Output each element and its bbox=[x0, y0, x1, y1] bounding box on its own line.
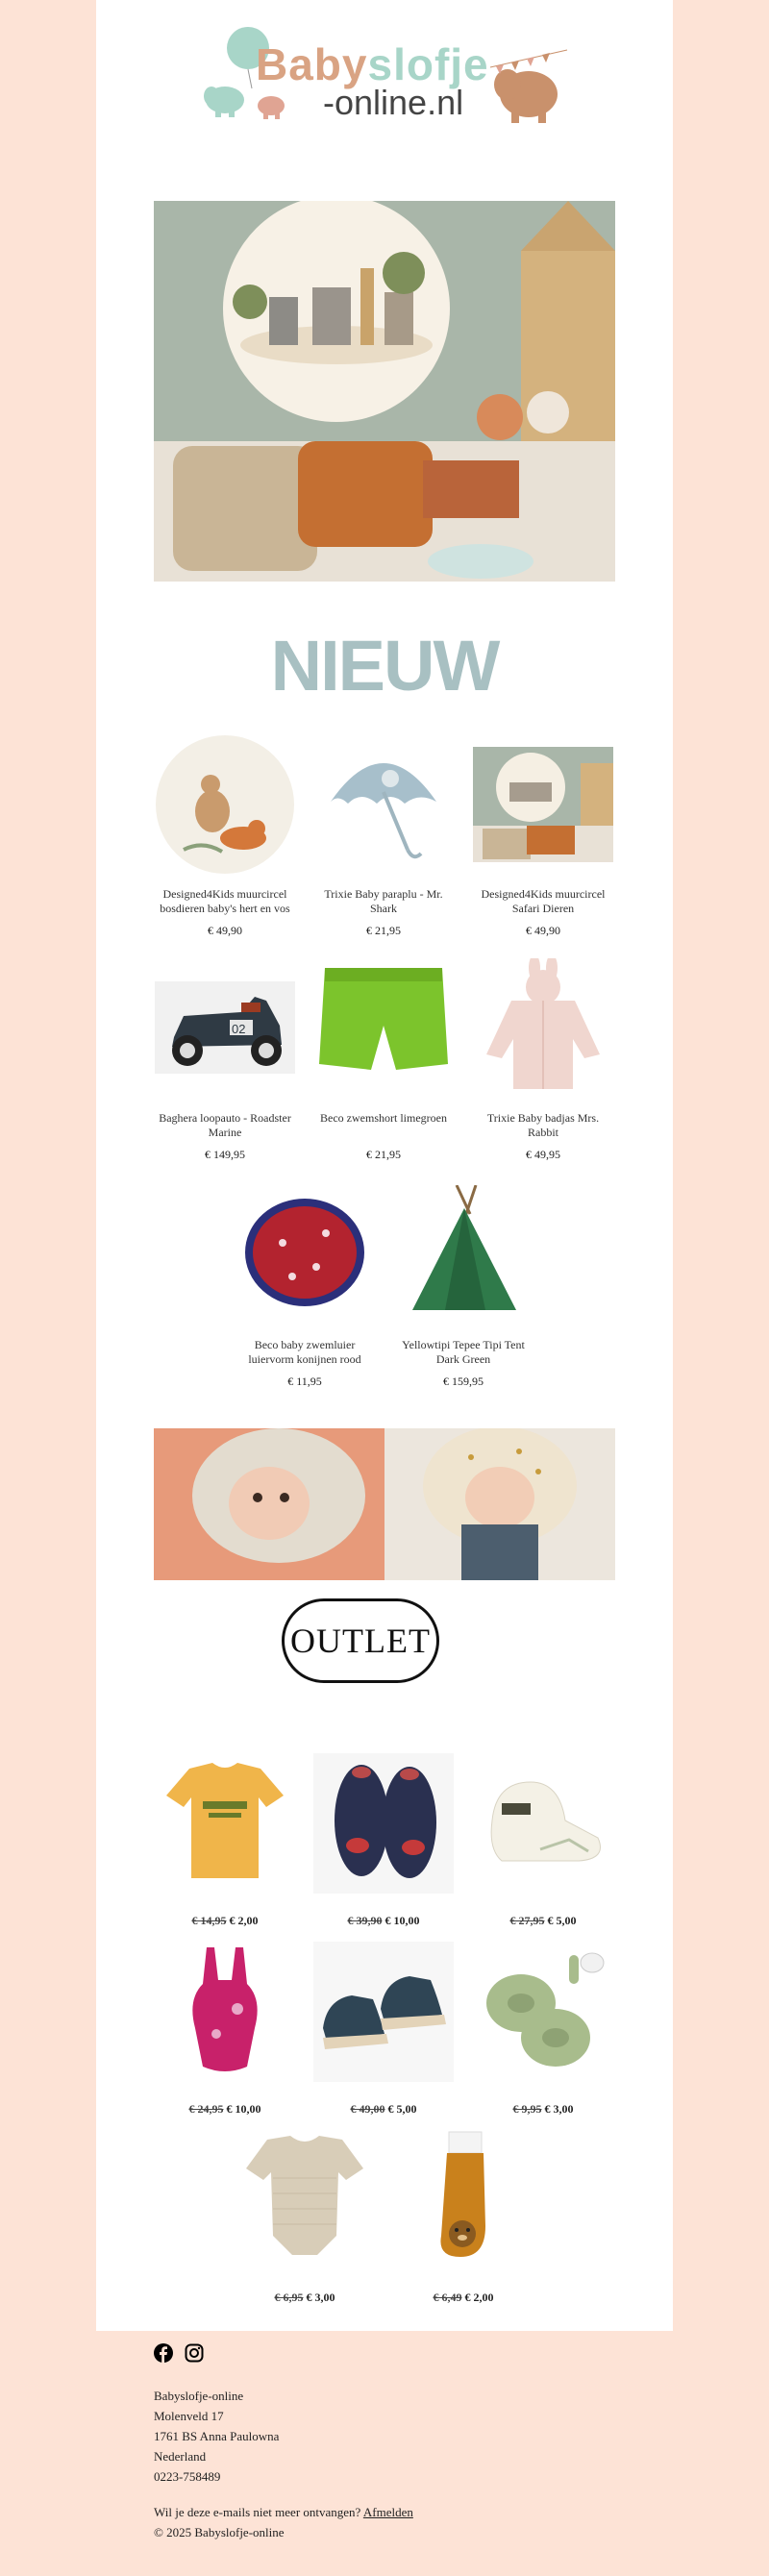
swim-shorts-icon bbox=[313, 961, 454, 1096]
swim-diaper-icon bbox=[235, 1188, 375, 1323]
outlet-price bbox=[391, 2291, 535, 2305]
outlet-product-card[interactable] bbox=[471, 1756, 615, 1928]
product-price: € 21,95 bbox=[366, 924, 401, 937]
new-price: € 5,00 bbox=[387, 2102, 417, 2116]
footer bbox=[154, 2343, 615, 2542]
old-price: € 14,95 bbox=[191, 1914, 227, 1927]
baby-hooded-towel-banner[interactable] bbox=[154, 1428, 615, 1580]
address-street: Molenveld 17 bbox=[154, 2409, 224, 2423]
svg-text:02: 02 bbox=[232, 1022, 246, 1036]
umbrella-icon bbox=[313, 737, 454, 872]
product-name[interactable]: Designed4Kids muurcircel bosdieren baby's hert en vos bbox=[160, 887, 290, 915]
product-price: € 21,95 bbox=[366, 1148, 401, 1161]
outlet-price bbox=[311, 2102, 456, 2117]
outlet-product-card[interactable] bbox=[311, 1944, 456, 2117]
copyright: © 2025 Babyslofje-online bbox=[154, 2525, 285, 2539]
product-card[interactable] bbox=[471, 961, 615, 1162]
beige-romper-icon bbox=[235, 2133, 375, 2267]
new-price: € 3,00 bbox=[544, 2102, 574, 2116]
hero-illustration-icon bbox=[154, 201, 615, 582]
old-price: € 27,95 bbox=[509, 1914, 545, 1927]
product-price: € 49,90 bbox=[526, 924, 560, 937]
outlet-price bbox=[311, 1914, 456, 1928]
new-price: € 10,00 bbox=[384, 1914, 420, 1927]
outlet-product-card[interactable] bbox=[391, 2133, 535, 2305]
company-phone: 0223-758489 bbox=[154, 2469, 221, 2484]
unsubscribe-text: Wil je deze e-mails niet meer ontvangen? bbox=[154, 2505, 361, 2519]
product-card[interactable] bbox=[471, 737, 615, 938]
bathrobe-icon bbox=[473, 961, 613, 1096]
outlet-product-card[interactable] bbox=[233, 2133, 377, 2305]
logo-word-slofje: slofje bbox=[367, 39, 489, 89]
product-name[interactable]: Baghera loopauto - Roadster Marine bbox=[159, 1111, 291, 1139]
social-links bbox=[154, 2343, 615, 2368]
pink-swimsuit-icon bbox=[155, 1944, 295, 2079]
brand-logo[interactable] bbox=[202, 21, 577, 127]
product-card[interactable] bbox=[311, 737, 456, 938]
bear-socks-icon bbox=[393, 2133, 533, 2267]
logo-word-baby: Baby bbox=[256, 39, 368, 89]
facebook-icon[interactable] bbox=[154, 2343, 173, 2368]
yellow-tshirt-icon bbox=[155, 1756, 295, 1891]
deer-fox-wall-circle-icon bbox=[155, 737, 295, 872]
address-country: Nederland bbox=[154, 2449, 207, 2464]
banner-illustration-icon bbox=[154, 1428, 615, 1580]
product-card[interactable] bbox=[311, 961, 456, 1162]
old-price: € 24,95 bbox=[188, 2102, 224, 2116]
logo-wordmark-bottom: -online.nl bbox=[323, 83, 464, 122]
product-card[interactable] bbox=[153, 961, 297, 1162]
green-pacifiers-icon bbox=[473, 1944, 613, 2079]
unsubscribe-link[interactable]: Afmelden bbox=[362, 2505, 413, 2519]
product-card[interactable] bbox=[153, 737, 297, 938]
outlet-price bbox=[233, 2291, 377, 2305]
address-city: 1761 BS Anna Paulowna bbox=[154, 2429, 280, 2443]
old-price: € 6,49 bbox=[433, 2291, 462, 2304]
product-price: € 49,90 bbox=[208, 924, 242, 937]
product-name[interactable]: Yellowtipi Tepee Tipi Tent Dark Green bbox=[402, 1338, 525, 1366]
new-price: € 10,00 bbox=[226, 2102, 261, 2116]
old-price: € 49,00 bbox=[350, 2102, 385, 2116]
instagram-icon[interactable] bbox=[185, 2343, 204, 2368]
new-price: € 2,00 bbox=[464, 2291, 494, 2304]
product-name[interactable]: Beco baby zwemluier luiervorm konijnen rood bbox=[248, 1338, 361, 1366]
white-booties-icon bbox=[473, 1756, 613, 1891]
tipi-tent-icon bbox=[393, 1188, 533, 1323]
outlet-price bbox=[153, 2102, 297, 2117]
toy-car-icon bbox=[155, 961, 295, 1096]
new-section-title: NIEUW bbox=[270, 626, 499, 706]
product-price: € 11,95 bbox=[287, 1375, 322, 1388]
product-card[interactable] bbox=[233, 1188, 377, 1389]
unsubscribe-line bbox=[154, 2502, 615, 2522]
outlet-price bbox=[471, 2102, 615, 2117]
outlet-product-card[interactable] bbox=[153, 1944, 297, 2117]
safari-room-icon bbox=[473, 737, 613, 872]
navy-slippers-icon bbox=[313, 1756, 454, 1891]
old-price: € 9,95 bbox=[512, 2102, 542, 2116]
outlet-price bbox=[153, 1914, 297, 1928]
product-name[interactable]: Trixie Baby paraplu - Mr. Shark bbox=[324, 887, 443, 915]
product-card[interactable] bbox=[391, 1188, 535, 1389]
old-price: € 6,95 bbox=[274, 2291, 304, 2304]
new-price: € 3,00 bbox=[306, 2291, 335, 2304]
outlet-price bbox=[471, 1914, 615, 1928]
company-name: Babyslofje-online bbox=[154, 2389, 244, 2403]
baby-sneakers-icon bbox=[313, 1944, 454, 2079]
product-price: € 49,95 bbox=[526, 1148, 560, 1161]
new-price: € 5,00 bbox=[547, 1914, 577, 1927]
outlet-product-card[interactable] bbox=[153, 1756, 297, 1928]
outlet-product-card[interactable] bbox=[311, 1756, 456, 1928]
product-name[interactable]: Beco zwemshort limegroen bbox=[320, 1111, 447, 1125]
old-price: € 39,90 bbox=[347, 1914, 383, 1927]
product-name[interactable]: Trixie Baby badjas Mrs. Rabbit bbox=[486, 1111, 600, 1139]
product-name[interactable]: Designed4Kids muurcircel Safari Dieren bbox=[481, 887, 606, 915]
product-price: € 149,95 bbox=[205, 1148, 245, 1161]
outlet-product-card[interactable] bbox=[471, 1944, 615, 2117]
outlet-button[interactable]: OUTLET bbox=[282, 1598, 439, 1683]
hero-image-safari-bedroom[interactable] bbox=[154, 201, 615, 582]
company-address bbox=[154, 2386, 615, 2487]
product-price: € 159,95 bbox=[443, 1375, 484, 1388]
new-price: € 2,00 bbox=[229, 1914, 259, 1927]
